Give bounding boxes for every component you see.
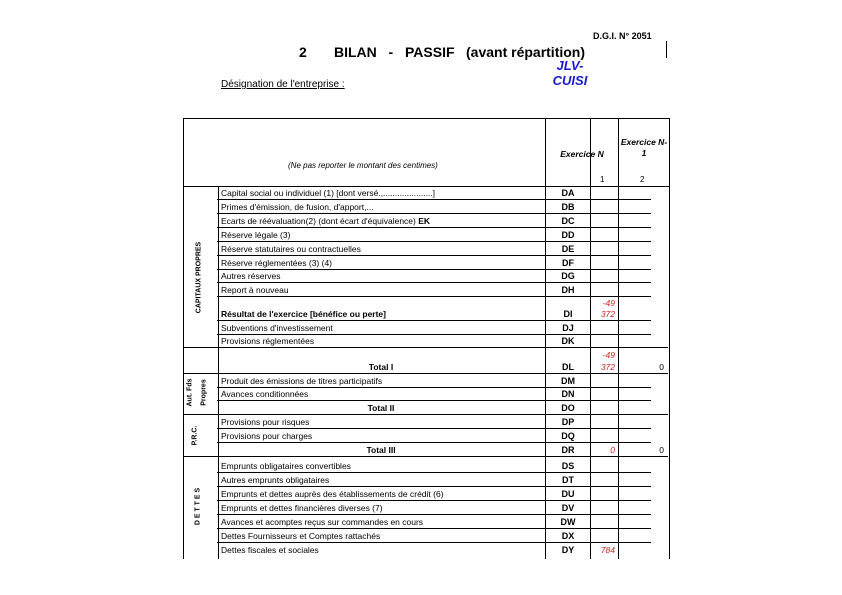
section-dettes: D E T T E S (194, 487, 202, 526)
row-label-dx: Dettes Fournisseurs et Comptes rattachés (221, 531, 381, 541)
row-code-dd: DD (561, 230, 575, 240)
row-label-dn: Avances conditionnées (221, 389, 309, 399)
header-bottom-line (184, 186, 669, 187)
row-code-do: DO (561, 403, 575, 413)
row-label-dc-ek: EK (418, 216, 431, 226)
row-value-n-di-line2: 372 (600, 309, 615, 319)
row-code-da: DA (561, 188, 575, 198)
row-label-dm: Produit des émissions de titres participatifs (221, 376, 383, 386)
col-n-number: 1 (600, 175, 605, 184)
row-code-dk: DK (561, 336, 575, 346)
row-code-dn: DN (561, 389, 575, 399)
row-code-di: DI (563, 309, 573, 319)
row-label-dq: Provisions pour charges (221, 431, 313, 441)
cents-note: (Ne pas reporter le montant des centimes) (288, 161, 438, 170)
row-label-dd: Réserve légale (3) (221, 230, 291, 240)
row-label-do: Total II (367, 403, 395, 413)
row-label-ds: Emprunts obligataires convertibles (221, 461, 351, 471)
row-code-de: DE (561, 244, 575, 254)
row-code-df: DF (562, 258, 574, 268)
designation-label: Désignation de l'entreprise : (221, 79, 345, 90)
row-value-n-di-line1: -49 (602, 298, 615, 308)
row-code-dl: DL (562, 362, 574, 372)
col-exercise-n1: Exercice N-1 (620, 137, 668, 158)
row-label-dt: Autres emprunts obligataires (221, 475, 330, 485)
row-value-n1-dl: 0 (659, 362, 664, 372)
section-capitaux-propres: CAPITAUX PROPRES (195, 241, 203, 314)
row-value-n-dl-line2: 372 (600, 362, 615, 372)
row-code-dw: DW (560, 517, 576, 527)
form-title: BILAN - PASSIF (334, 44, 455, 60)
company-name: JLV- CUISI (552, 58, 588, 88)
row-label-di: Résultat de l'exercice [bénéfice ou perte] (221, 309, 386, 319)
row-code-dv: DV (561, 503, 575, 513)
row-code-db: DB (561, 202, 575, 212)
section-prc: P.R.C. (191, 425, 199, 446)
row-code-dc: DC (561, 216, 575, 226)
col-n1-divider (618, 119, 619, 559)
col-n1-number: 2 (640, 175, 645, 184)
row-code-du: DU (561, 489, 575, 499)
row-label-de: Réserve statutaires ou contractuelles (221, 244, 361, 254)
row-label-db: Primes d'émission, de fusion, d'apport,... (221, 202, 374, 212)
row-code-dh: DH (561, 285, 575, 295)
row-label-dj: Subventions d'investissement (221, 323, 333, 333)
row-code-dp: DP (561, 417, 575, 427)
row-label-du: Emprunts et dettes auprès des établissements de crédit (6) (221, 489, 444, 499)
row-label-dh: Report à nouveau (221, 285, 289, 295)
row-label-dp: Provisions pour risques (221, 417, 310, 427)
row-label-dl: Total I (368, 362, 394, 372)
row-code-dt: DT (562, 475, 574, 485)
form-number: 2 (299, 44, 307, 60)
row-code-dq: DQ (561, 431, 575, 441)
row-value-n-dr: 0 (610, 445, 615, 455)
form-code: D.G.I. N° 2051 (593, 31, 652, 41)
row-label-dw: Avances et acomptes reçus sur commandes en cours (221, 517, 424, 527)
row-label-dc: Ecarts de réévaluation(2) (dont écart d'équivalence) EK (221, 216, 431, 226)
row-label-dy: Dettes fiscales et sociales (221, 545, 319, 555)
row-code-ds: DS (561, 461, 575, 471)
col-exercise-n: Exercice N (560, 149, 604, 159)
row-code-dj: DJ (562, 323, 574, 333)
row-code-dy: DY (561, 545, 575, 555)
row-value-n-dl-line1: -49 (602, 350, 615, 360)
header-divider (666, 41, 667, 58)
row-label-da: Capital social ou individuel (1) [dont versé.,.....................] (221, 188, 436, 198)
row-label-dv: Emprunts et dettes financières diverses (7) (221, 503, 383, 513)
row-label-df: Réserve réglementées (3) (4) (221, 258, 333, 268)
row-code-dx: DX (561, 531, 575, 541)
form-subtitle: (avant répartition) (466, 44, 586, 60)
row-label-dr: Total III (366, 445, 396, 455)
section-propres: Propres (200, 379, 208, 406)
section-aut-fds: Aut. Fds (186, 378, 194, 407)
row-label-dg: Autres réserves (221, 271, 281, 281)
row-value-n-dy: 784 (600, 545, 615, 555)
row-value-n1-dr: 0 (659, 445, 664, 455)
row-code-dm: DM (561, 376, 575, 386)
row-label-dk: Provisions réglementées (221, 336, 315, 346)
row-code-dr: DR (561, 445, 575, 455)
row-code-dg: DG (561, 271, 575, 281)
